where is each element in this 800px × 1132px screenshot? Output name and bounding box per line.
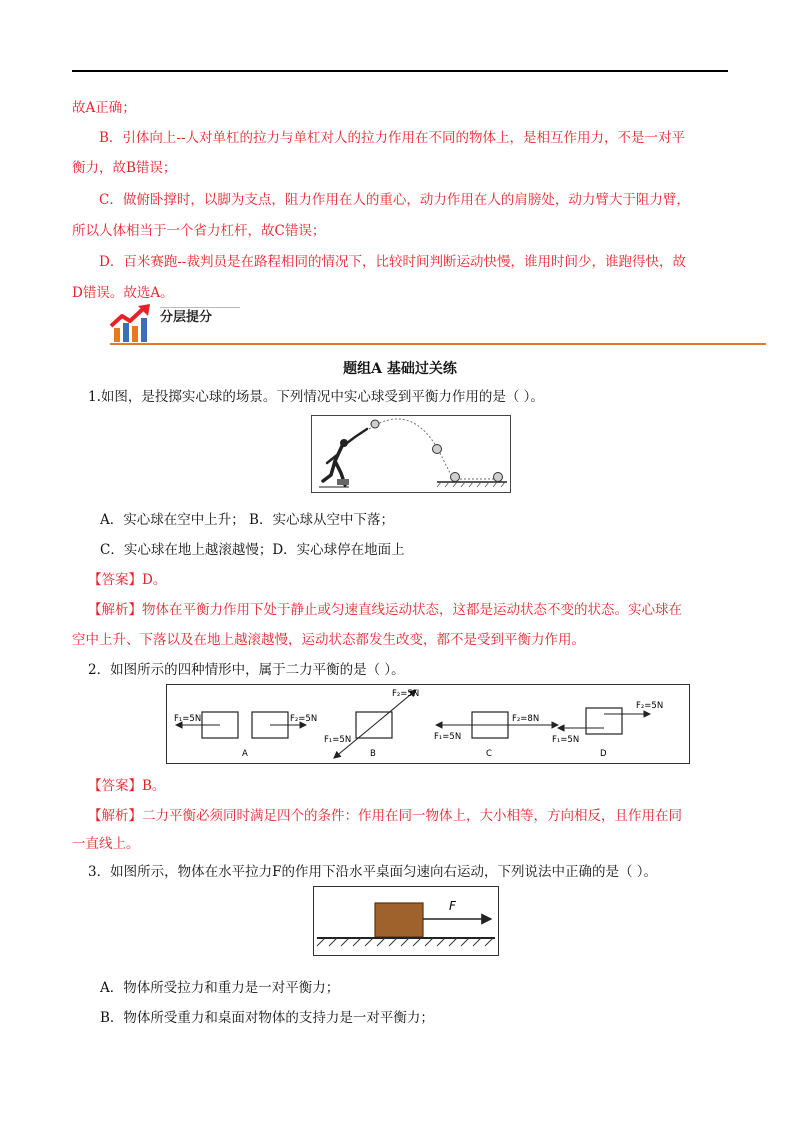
q3-block-figure [313,886,499,956]
section-divider [110,343,766,345]
prev-answer-line-a: 故A正确； [72,100,136,116]
b-f1-label: F₁=5N [324,735,352,745]
prev-answer-d-line2: D错误。故选A。 [72,285,174,301]
q3-stem: 3．如图所示，物体在水平拉力F的作用下沿水平桌面匀速向右运动，下列说法中正确的是（ ）。 [88,864,657,880]
group-heading: 题组A 基础过关练 [343,361,457,377]
a-f1-label: F₁=5N [174,714,202,724]
q3-force-label: F [449,899,456,913]
c-f2-label: F₂=8N [512,714,540,724]
top-rule [72,70,728,72]
d-label: D [600,749,607,759]
q2-answer: 【答案】B。 [88,778,166,794]
b-label: B [370,749,376,759]
a-label: A [242,749,248,759]
q2-stem: 2．如图所示的四种情形中，属于二力平衡的是（ ）。 [88,662,405,678]
q2-analysis-line1: 【解析】二力平衡必须同时满足四个的条件：作用在同一物体上，大小相等，方向相反，且作用在同 [88,808,682,824]
c-f1-label: F₁=5N [434,732,462,742]
prev-answer-b-line1: B．引体向上--人对单杠的拉力与单杠对人的拉力作用在不同的物体上，是相互作用力，不是一对平 [99,130,686,146]
prev-answer-d-line1: D．百米赛跑--裁判员是在路程相同的情况下，比较时间判断运动快慢，谁用时间少，谁跑得快，故 [99,254,686,270]
b-f2-label: F₂=5N [392,689,420,699]
q1-options-row2: C．实心球在地上越滚越慢；D．实心球停在地面上 [100,542,405,558]
rising-chart-icon [108,304,154,344]
a-f2-label: F₂=5N [290,714,318,724]
q1-shotput-figure [311,415,511,493]
c-label: C [486,749,492,759]
q2-analysis-line2: 一直线上。 [72,836,140,852]
q1-stem: 1.如图，是投掷实心球的场景。下列情况中实心球受到平衡力作用的是（ ）。 [88,389,544,405]
section-title: 分层提分 [160,310,213,325]
prev-answer-c-line2: 所以人体相当于一个省力杠杆，故C错误； [72,223,326,239]
d-f2-label: F₂=5N [636,701,664,711]
q1-analysis-line2: 空中上升、下落以及在地上越滚越慢，运动状态都发生改变，都不是受到平衡力作用。 [72,632,585,648]
q2-force-figure [166,684,690,764]
prev-answer-b-line2: 衡力，故B错误； [72,160,177,176]
q3-option-b: B．物体所受重力和桌面对物体的支持力是一对平衡力； [100,1010,434,1026]
q3-option-a: A．物体所受拉力和重力是一对平衡力； [100,980,340,996]
q1-answer: 【答案】D。 [88,572,167,588]
prev-answer-c-line1: C．做俯卧撑时，以脚为支点，阻力作用在人的重心，动力作用在人的肩膀处，动力臂大于阻力臂， [99,192,690,208]
q1-options-row1: A．实心球在空中上升； B．实心球从空中下落； [100,512,394,528]
q1-analysis-line1: 【解析】物体在平衡力作用下处于静止或匀速直线运动状态，这都是运动状态不变的状态。实心球在 [88,602,682,618]
d-f1-label: F₁=5N [552,735,580,745]
